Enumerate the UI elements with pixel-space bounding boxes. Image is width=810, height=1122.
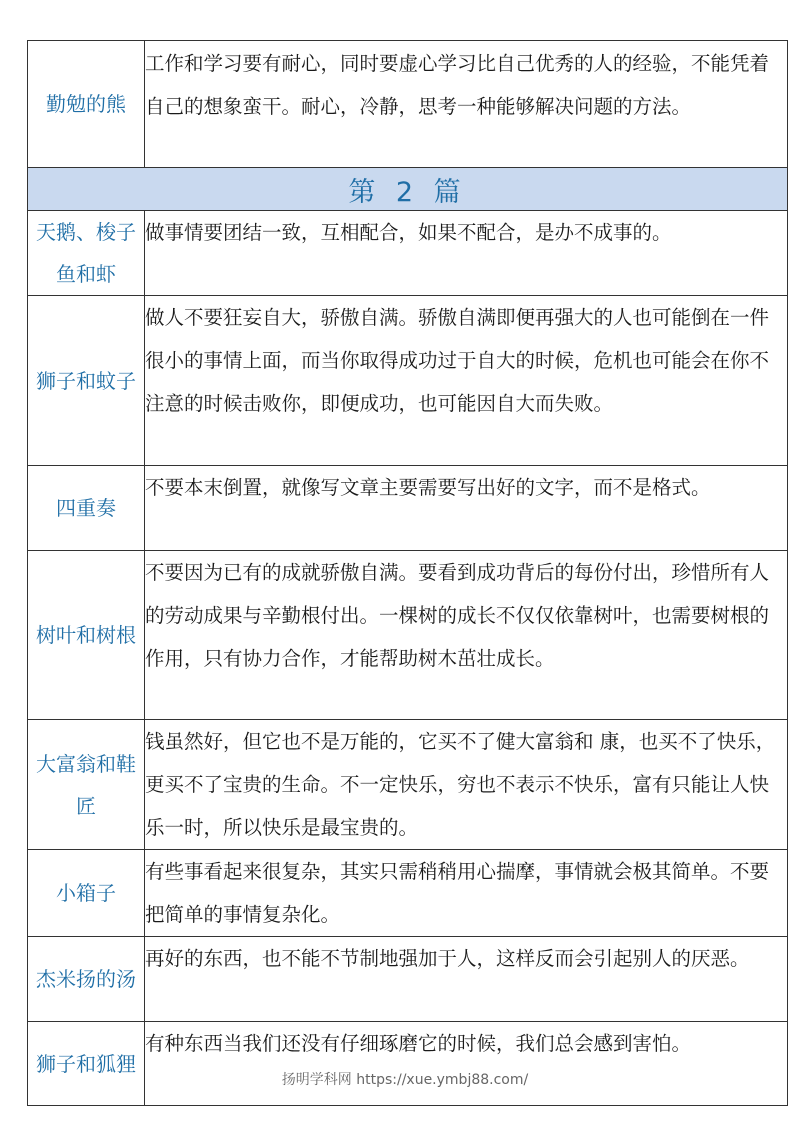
fable-title: 狮子和狐狸 (28, 1022, 145, 1106)
table-row (28, 211, 788, 296)
fable-title: 天鹅、梭子鱼和虾 (28, 211, 145, 296)
fable-lesson: 不要因为已有的成就骄傲自满。要看到成功背后的每份付出，珍惜所有人的劳动成果与辛勤根付出。一棵树的成长不仅仅依靠树叶，也需要树根的作用，只有协力合作，才能帮助树木茁壮成长。 (145, 551, 788, 720)
fable-lesson: 有些事看起来很复杂，其实只需稍稍用心揣摩，事情就会极其简单。不要把简单的事情复杂化。 (145, 850, 788, 937)
table-row (28, 296, 788, 466)
fable-lesson: 做事情要团结一致，互相配合，如果不配合，是办不成事的。 (145, 211, 788, 296)
table-row (28, 850, 788, 937)
fable-title: 大富翁和鞋匠 (28, 720, 145, 850)
fable-lesson: 再好的东西，也不能不节制地强加于人，这样反而会引起别人的厌恶。 (145, 937, 788, 1022)
fable-lesson: 做人不要狂妄自大，骄傲自满。骄傲自满即便再强大的人也可能倒在一件很小的事情上面，而当你取得成功过于自大的时候，危机也可能会在你不注意的时候击败你，即便成功，也可能因自大而失败。 (145, 296, 788, 466)
fable-lesson: 有种东西当我们还没有仔细琢磨它的时候，我们总会感到害怕。 (145, 1022, 788, 1106)
table-row (28, 1022, 788, 1106)
table-row (28, 41, 788, 168)
fable-lesson: 钱虽然好，但它也不是万能的，它买不了健大富翁和 康，也买不了快乐，更买不了宝贵的生命。不一定快乐，穷也不表示不快乐，富有只能让人快乐一时，所以快乐是最宝贵的。 (145, 720, 788, 850)
fable-lesson: 工作和学习要有耐心，同时要虚心学习比自己优秀的人的经验，不能凭着自己的想象蛮干。耐心，冷静，思考一种能够解决问题的方法。 (145, 41, 788, 168)
fable-title: 勤勉的熊 (28, 41, 145, 168)
fable-title: 小箱子 (28, 850, 145, 937)
table-row (28, 720, 788, 850)
fable-lesson: 不要本末倒置，就像写文章主要需要写出好的文字，而不是格式。 (145, 466, 788, 551)
footer-watermark: 扬明学科网 https://xue.ymbj88.com/ (281, 1072, 529, 1088)
table-row (28, 551, 788, 720)
table-row (28, 466, 788, 551)
fable-title: 狮子和蚊子 (28, 296, 145, 466)
fable-title: 四重奏 (28, 466, 145, 551)
section-header-row (28, 168, 788, 211)
section-title: 第 2 篇 (28, 168, 788, 211)
fable-title: 树叶和树根 (28, 551, 145, 720)
fable-lessons-table (27, 40, 788, 1106)
fable-title: 杰米扬的汤 (28, 937, 145, 1022)
table-row (28, 937, 788, 1022)
